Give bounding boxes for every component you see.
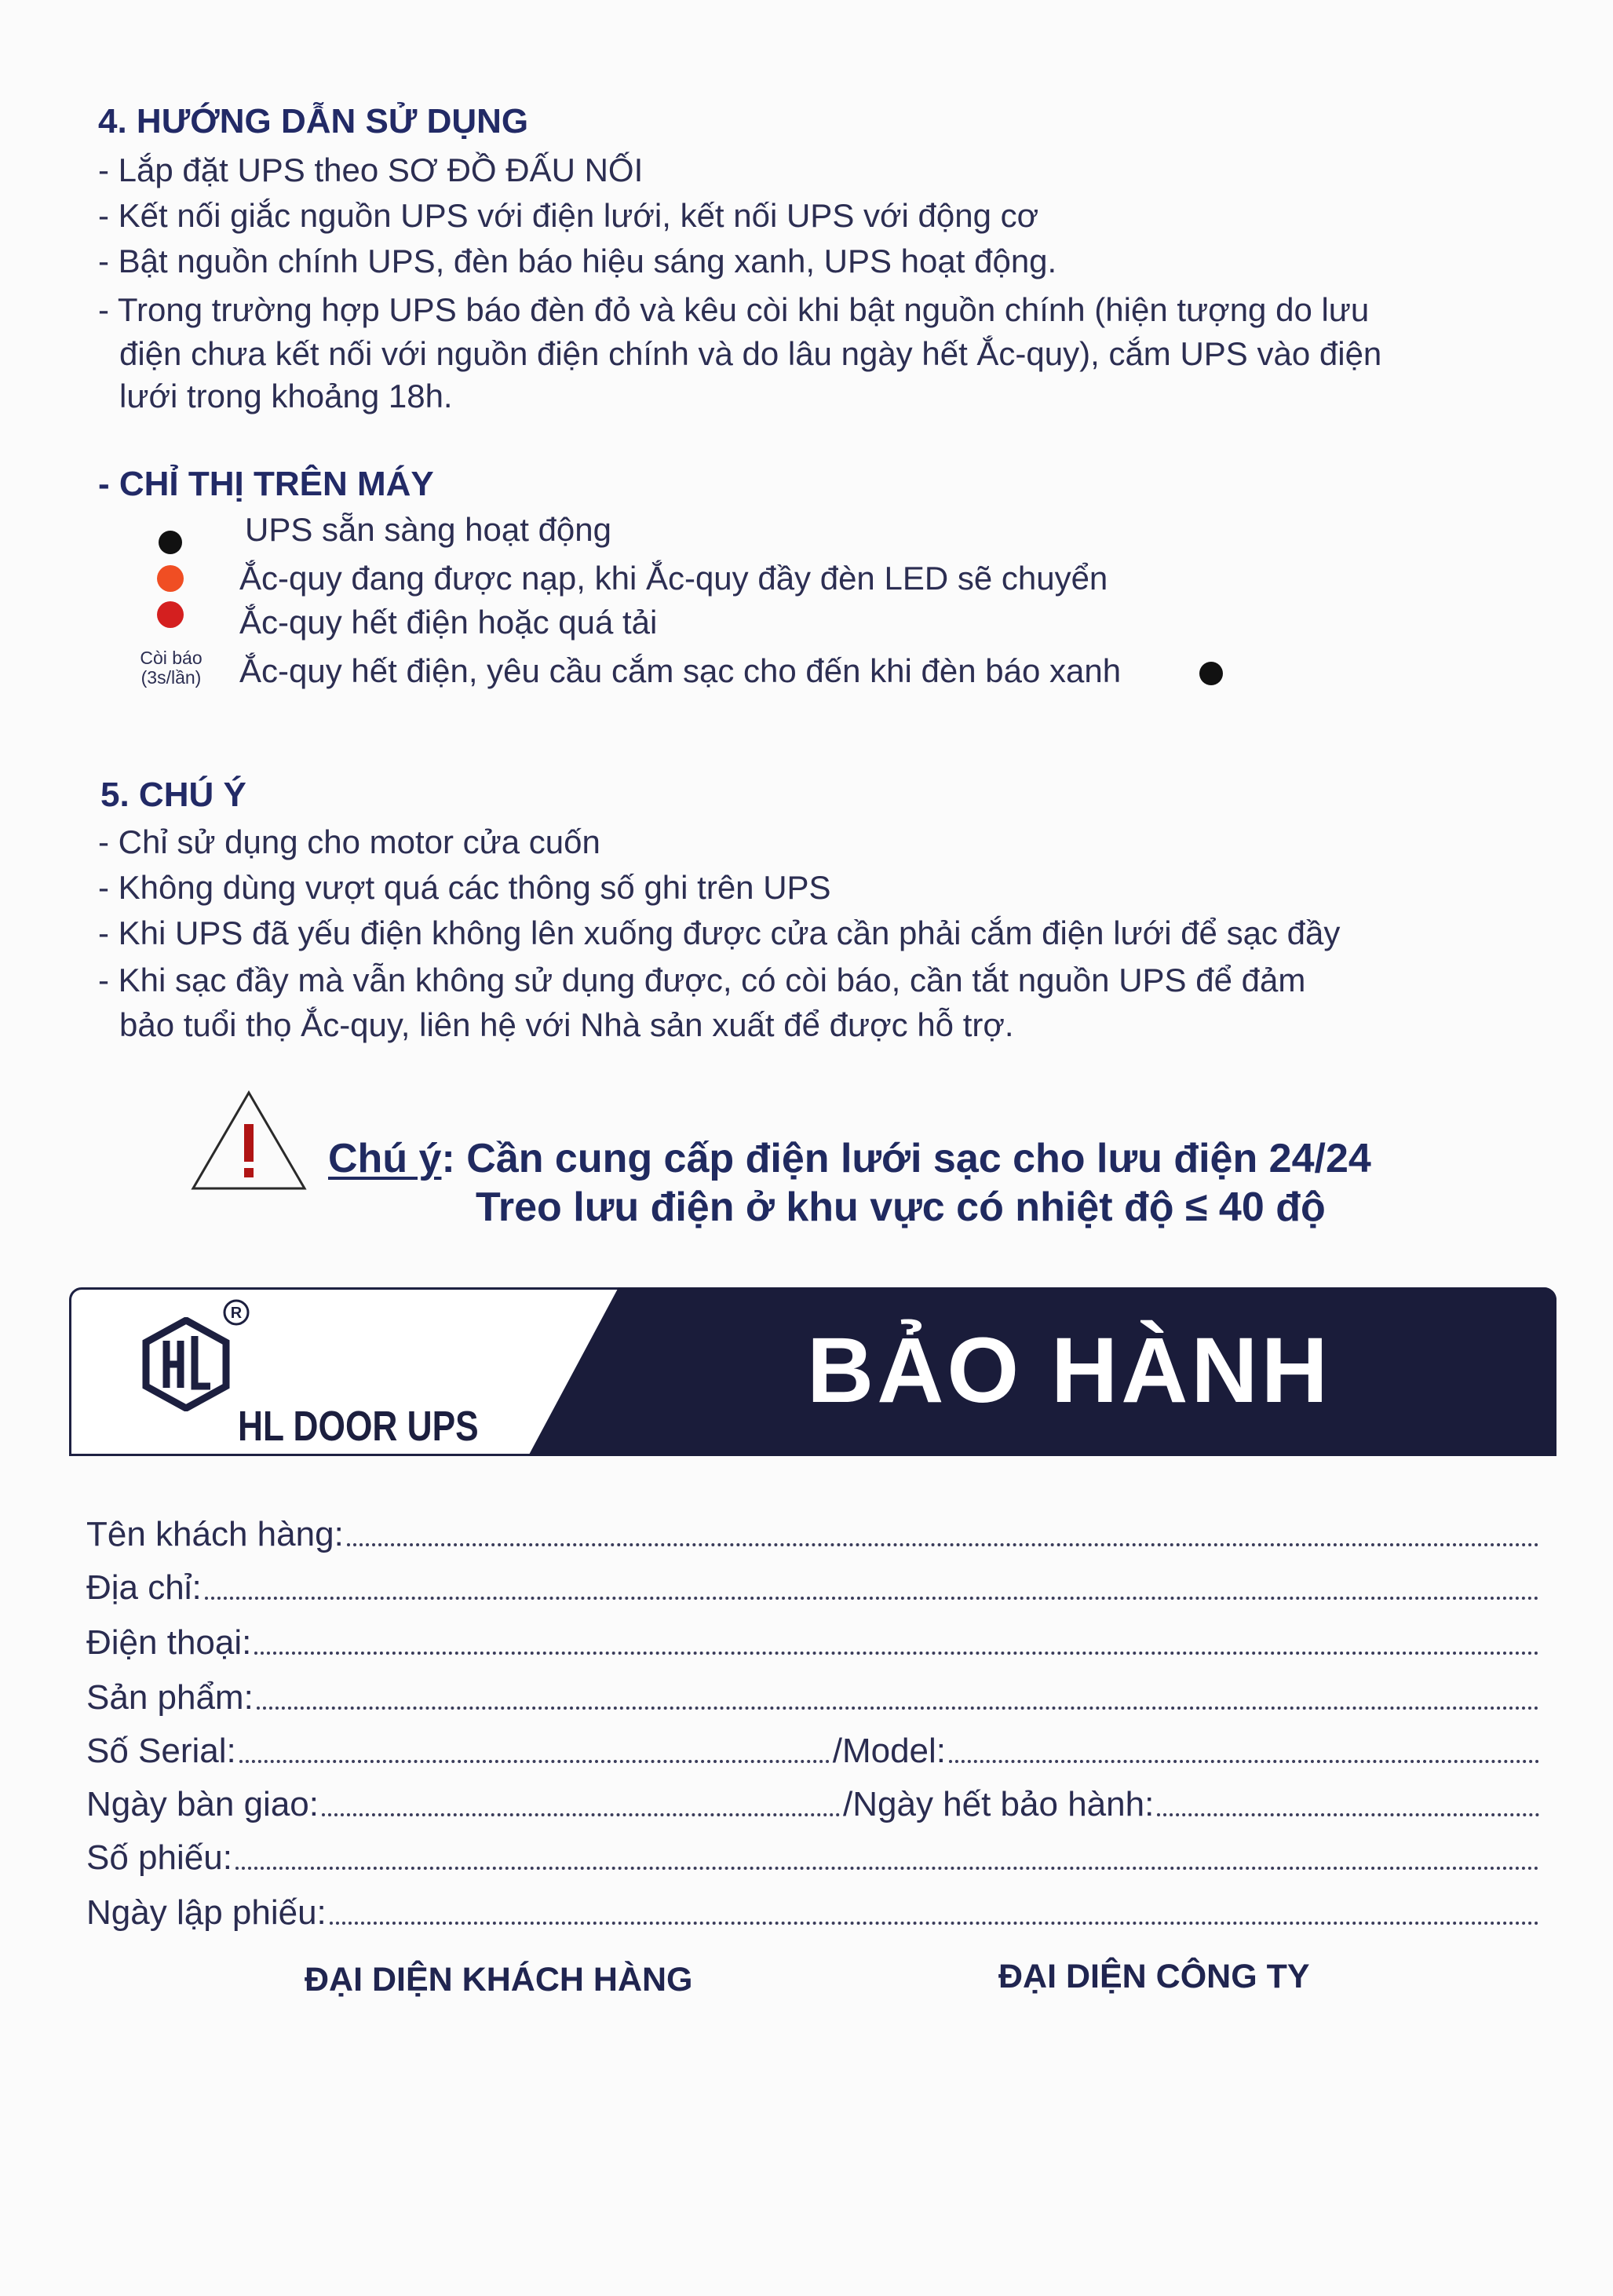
section4-title: 4. HƯỚNG DẪN SỬ DỤNG xyxy=(98,102,529,141)
green-led-inline-icon xyxy=(1199,662,1223,685)
field-customer-name[interactable] xyxy=(86,1510,1542,1554)
field-label: Ngày lập phiếu: xyxy=(86,1893,327,1932)
green-led-icon xyxy=(159,531,182,554)
field-phone[interactable] xyxy=(86,1619,1542,1663)
company-signature-label: ĐẠI DIỆN CÔNG TY xyxy=(998,1958,1310,1995)
field-label-expiry: /Ngày hết bảo hành: xyxy=(843,1785,1155,1823)
banner-title: BẢO HÀNH xyxy=(807,1319,1331,1422)
svg-text:R: R xyxy=(230,1305,243,1322)
warning-line-2: Treo lưu điện ở khu vực có nhiệt độ ≤ 40 độ xyxy=(476,1185,1326,1230)
section5-line-5: bảo tuổi thọ Ắc-quy, liên hệ với Nhà sản xuất để được hỗ trợ. xyxy=(119,1006,1014,1043)
dotted-line xyxy=(322,1813,840,1816)
indicators-title: - CHỈ THỊ TRÊN MÁY xyxy=(98,465,434,503)
field-ticket-number[interactable] xyxy=(86,1834,1542,1878)
dotted-line xyxy=(257,1706,1539,1710)
field-label: Điện thoại: xyxy=(86,1623,252,1662)
dotted-line xyxy=(239,1760,830,1763)
section4-line-5: điện chưa kết nối với nguồn điện chính và do lâu ngày hết Ắc-quy), cắm UPS vào điện xyxy=(119,335,1382,372)
section4-line-1: - Lắp đặt UPS theo SƠ ĐỒ ĐẤU NỐI xyxy=(98,151,644,188)
buzzer-label-line1: Còi báo xyxy=(140,648,203,668)
field-label-model: /Model: xyxy=(832,1732,947,1770)
warning-line-1 xyxy=(328,1135,1371,1182)
field-label: Sản phẩm: xyxy=(86,1678,254,1717)
indicator-empty-text: Ắc-quy hết điện hoặc quá tải xyxy=(239,604,658,641)
dotted-line xyxy=(347,1543,1539,1546)
buzzer-label-line2: (3s/lần) xyxy=(140,667,202,688)
field-label-handover: Ngày bàn giao: xyxy=(86,1785,319,1823)
orange-led-icon xyxy=(157,565,184,592)
registered-mark-icon xyxy=(222,1298,250,1327)
red-led-icon xyxy=(157,601,184,628)
section5-line-1: - Chỉ sử dụng cho motor cửa cuốn xyxy=(98,823,600,860)
warning-label: Chú ý xyxy=(328,1136,442,1181)
buzzer-label xyxy=(132,648,210,688)
field-serial-model[interactable] xyxy=(86,1727,1542,1771)
section4-line-2: - Kết nối giắc nguồn UPS với điện lưới, kết nối UPS với động cơ xyxy=(98,197,1039,234)
customer-signature-label: ĐẠI DIỆN KHÁCH HÀNG xyxy=(305,1961,693,1999)
brand-name: HL DOOR UPS xyxy=(238,1403,479,1450)
indicator-ready-text: UPS sẵn sàng hoạt động xyxy=(245,511,612,548)
field-handover-expiry[interactable] xyxy=(86,1780,1542,1824)
section4-line-6: lưới trong khoảng 18h. xyxy=(119,378,453,414)
section5-line-4: - Khi sạc đầy mà vẫn không sử dụng được, có còi báo, cần tắt nguồn UPS để đảm xyxy=(98,962,1306,998)
dotted-line xyxy=(235,1867,1539,1870)
field-product[interactable] xyxy=(86,1674,1542,1717)
section5-line-3: - Khi UPS đã yếu điện không lên xuống được cửa cần phải cắm điện lưới để sạc đầy xyxy=(98,914,1341,951)
dotted-line xyxy=(330,1922,1539,1925)
dotted-line xyxy=(205,1597,1539,1600)
field-label: Tên khách hàng: xyxy=(86,1515,344,1553)
indicator-charging-text: Ắc-quy đang được nạp, khi Ắc-quy đầy đèn LED sẽ chuyển xyxy=(239,560,1108,597)
warning-text-1: : Cần cung cấp điện lưới sạc cho lưu điện 24/24 xyxy=(441,1136,1371,1181)
hl-logo-icon xyxy=(140,1317,232,1411)
dotted-line xyxy=(1157,1813,1539,1816)
field-created-date[interactable] xyxy=(86,1889,1542,1933)
warranty-banner xyxy=(69,1287,1556,1456)
dotted-line xyxy=(254,1652,1539,1655)
dotted-line xyxy=(949,1760,1539,1763)
field-label: Số phiếu: xyxy=(86,1838,232,1877)
field-label: Địa chỉ: xyxy=(86,1568,202,1607)
section5-line-2: - Không dùng vượt quá các thông số ghi trên UPS xyxy=(98,869,831,906)
section4-line-4: - Trong trường hợp UPS báo đèn đỏ và kêu còi khi bật nguồn chính (hiện tượng do lưu xyxy=(98,291,1370,328)
section5-title: 5. CHÚ Ý xyxy=(100,776,246,814)
field-label-serial: Số Serial: xyxy=(86,1732,236,1770)
indicator-recharge-text: Ắc-quy hết điện, yêu cầu cắm sạc cho đến khi đèn báo xanh xyxy=(239,652,1122,689)
field-address[interactable] xyxy=(86,1564,1542,1608)
warning-triangle-icon xyxy=(190,1090,308,1192)
section4-line-3: - Bật nguồn chính UPS, đèn báo hiệu sáng xanh, UPS hoạt động. xyxy=(98,243,1057,279)
